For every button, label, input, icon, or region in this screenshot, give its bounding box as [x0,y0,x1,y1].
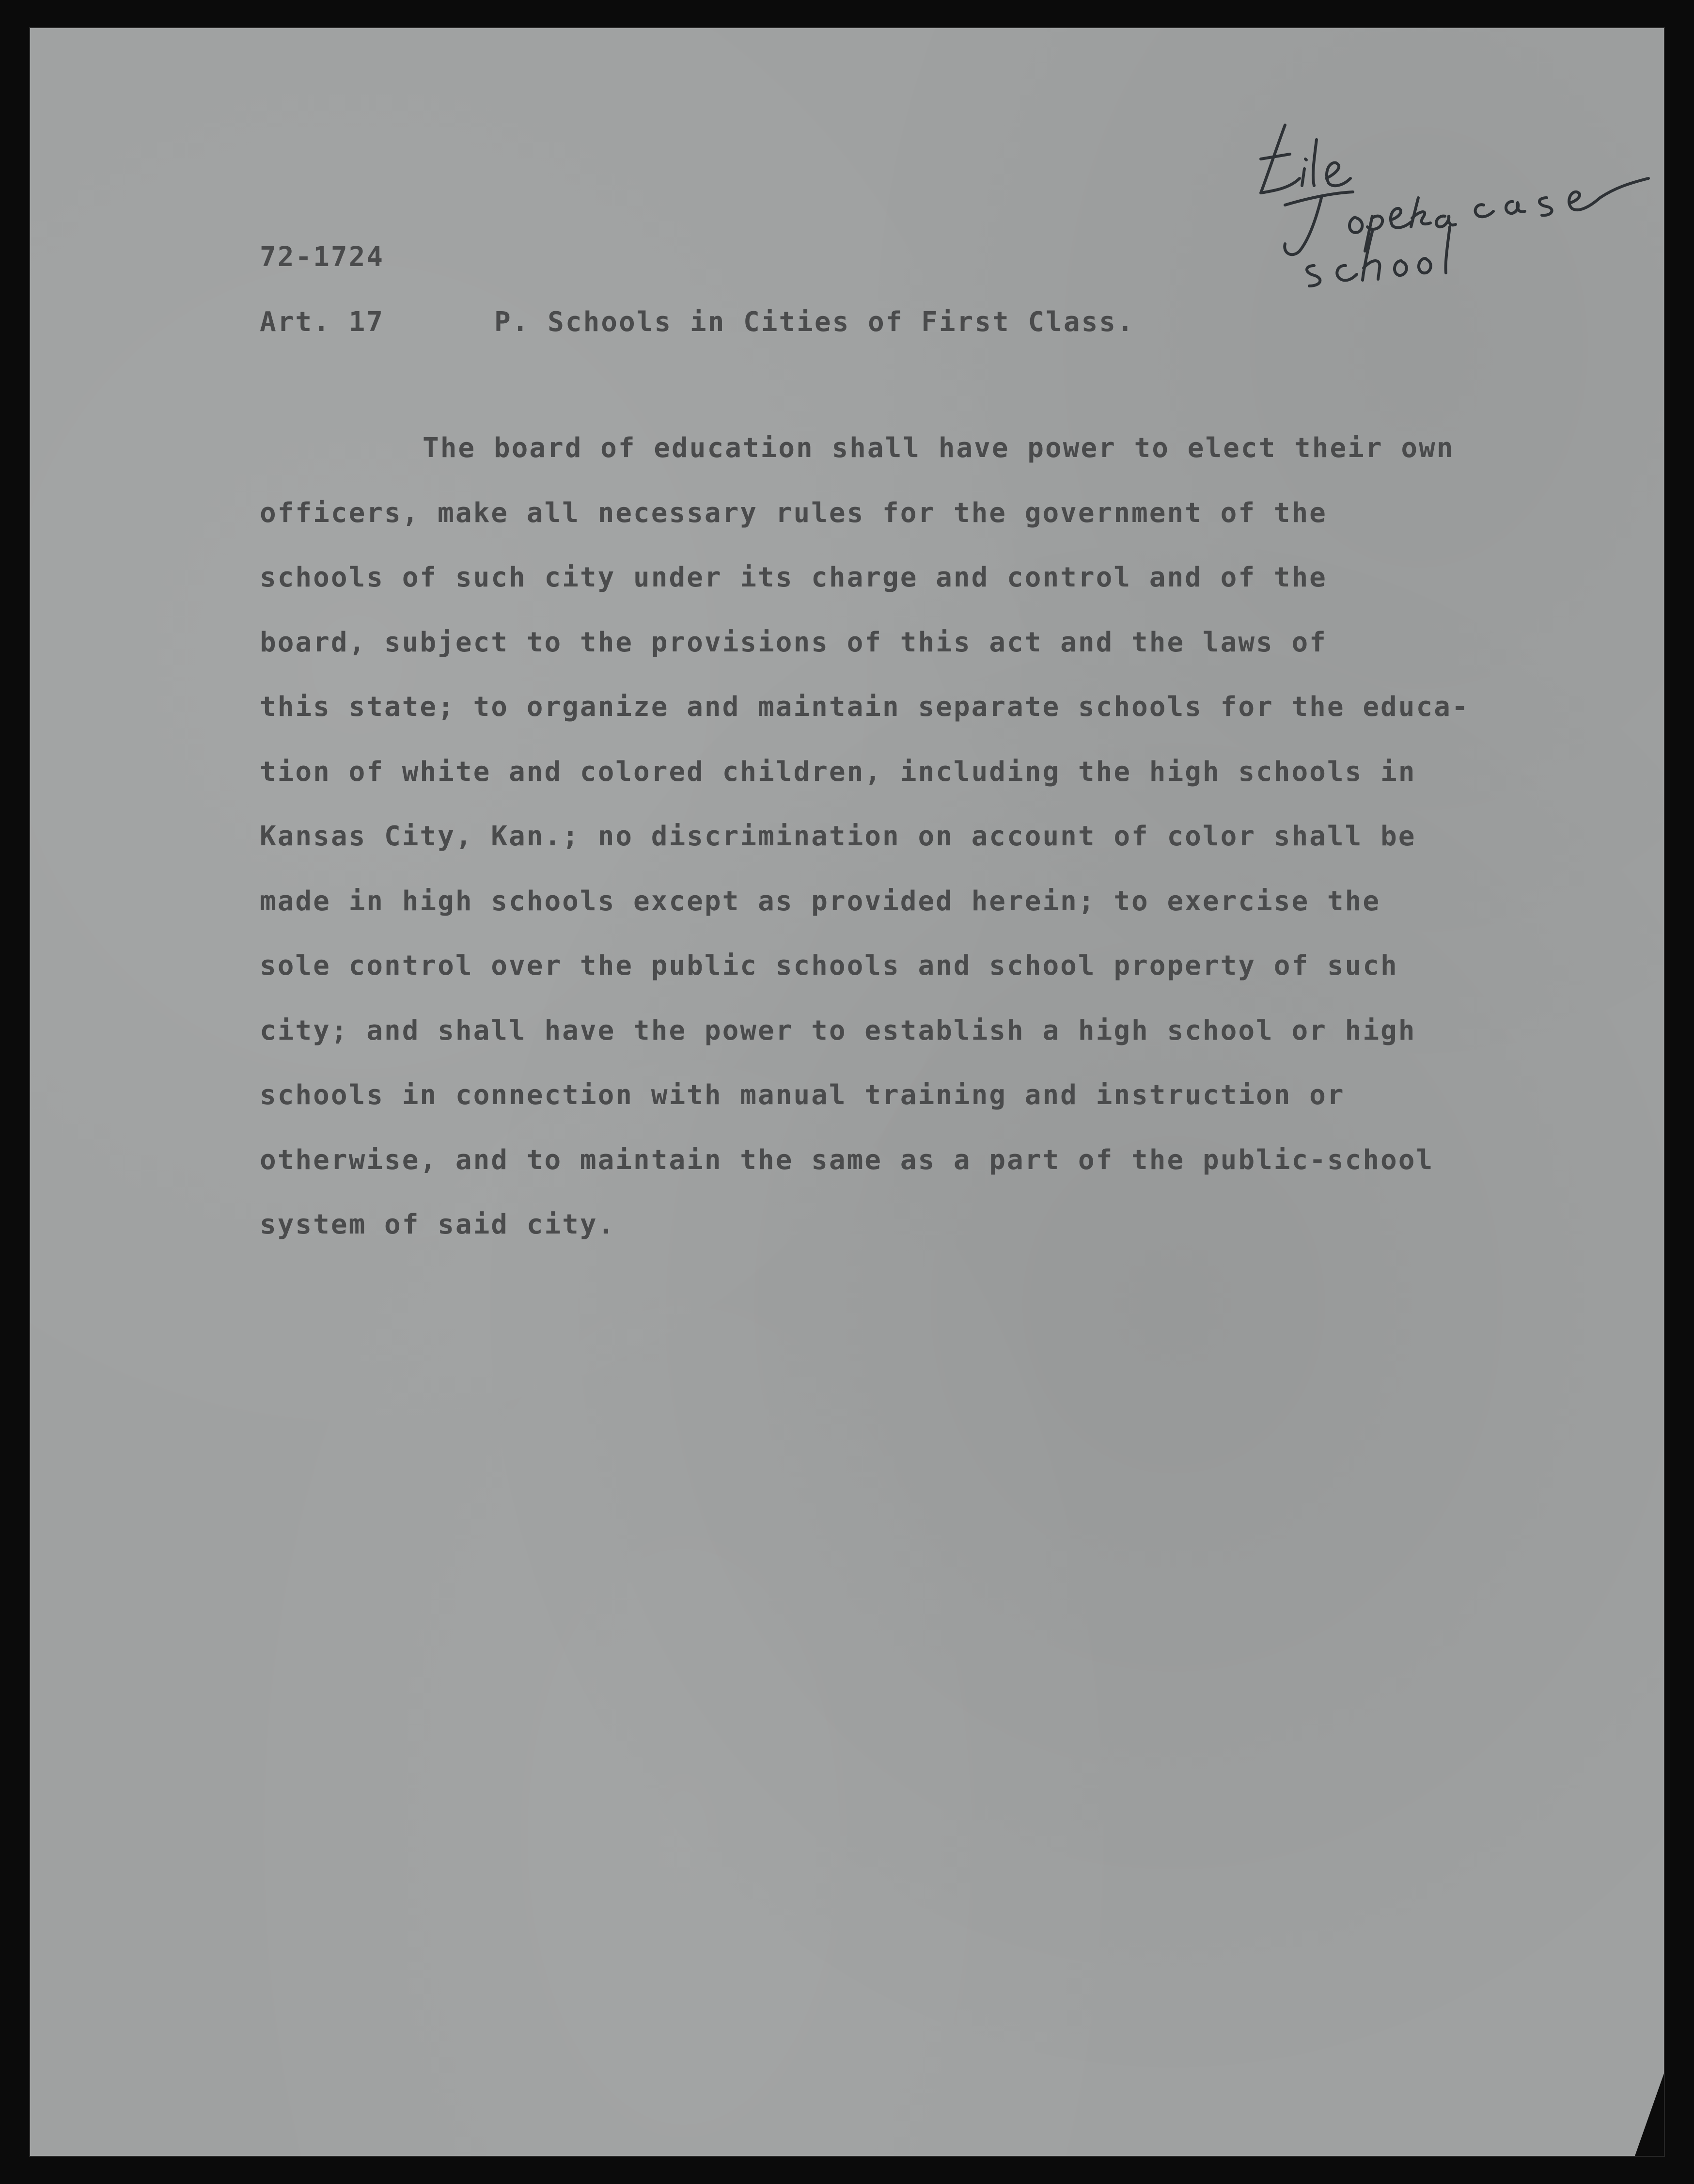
body-line: schools of such city under its charge and control and of the [260,562,1327,593]
handwritten-annotation [1232,106,1658,309]
article-label: Art. 17 [260,306,385,338]
body-line: The board of education shall have power to elect their own [423,432,1455,464]
document-page [30,28,1664,2156]
body-line: schools in connection with manual training and instruction or [260,1079,1345,1111]
body-text [260,416,1470,1257]
body-line: this state; to organize and maintain separate schools for the educa- [260,691,1470,723]
body-line: officers, make all necessary rules for the government of the [260,497,1327,529]
document-number: 72-1724 [260,241,385,273]
body-line: city; and shall have the power to establish a high school or high [260,1014,1416,1046]
body-line: otherwise, and to maintain the same as a part of the public-school [260,1144,1434,1176]
folded-corner [1635,2073,1664,2156]
article-title: P. Schools in Cities of First Class. [494,306,1135,338]
body-line: Kansas City, Kan.; no discrimination on account of color shall be [260,821,1416,852]
body-line: made in high schools except as provided herein; to exercise the [260,885,1381,917]
body-line: system of said city. [260,1209,616,1240]
body-line: tion of white and colored children, including the high schools in [260,756,1416,788]
body-line: sole control over the public schools and school property of such [260,950,1398,981]
body-line: board, subject to the provisions of this act and the laws of [260,626,1327,658]
